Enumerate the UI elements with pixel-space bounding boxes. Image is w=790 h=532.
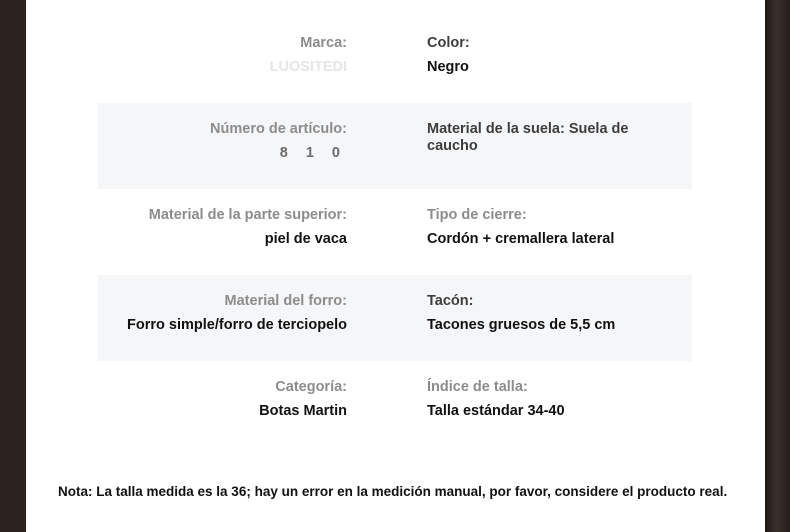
spec-value: piel de vaca: [264, 231, 347, 247]
table-row: [98, 361, 692, 447]
table-row: [98, 17, 692, 103]
spec-label: Categoría:: [275, 379, 347, 395]
spec-label: Tacón:: [427, 293, 474, 309]
spec-cell-sole-material: [395, 103, 692, 189]
spec-label: Índice de talla:: [427, 379, 528, 395]
spec-label: Número de artículo:: [210, 121, 347, 137]
specification-table: [98, 17, 692, 447]
spec-value: Cordón + cremallera lateral: [427, 231, 615, 247]
spec-value: 8 1 0: [279, 145, 347, 161]
spec-value: Forro simple/forro de terciopelo: [127, 317, 347, 333]
spec-cell-brand: [98, 17, 395, 103]
spec-label: Material del forro:: [224, 293, 347, 309]
spec-label: Tipo de cierre:: [427, 207, 527, 223]
spec-cell-color: [395, 17, 692, 103]
spec-value: Talla estándar 34-40: [427, 403, 565, 419]
spec-cell-article-number: [98, 103, 395, 189]
spec-value: LUOSITEDI: [269, 59, 347, 75]
spec-cell-upper-material: [98, 189, 395, 275]
right-edge-border: [765, 0, 790, 532]
spec-cell-category: [98, 361, 395, 447]
spec-value: Botas Martin: [259, 403, 347, 419]
spec-value: Negro: [427, 59, 469, 75]
spec-label: Material de la suela: Suela de caucho: [427, 121, 629, 154]
table-row: [98, 189, 692, 275]
table-row: [98, 103, 692, 189]
spec-cell-lining-material: [98, 275, 395, 361]
size-note: Nota: La talla medida es la 36; hay un error en la medición manual, por favor, considere el producto real.: [58, 484, 728, 499]
spec-label: Marca:: [300, 35, 347, 51]
spec-value: Tacones gruesos de 5,5 cm: [427, 317, 616, 333]
spec-cell-closure-type: [395, 189, 692, 275]
table-row: [98, 275, 692, 361]
spec-cell-size-index: [395, 361, 692, 447]
spec-label: Material de la parte superior:: [148, 207, 347, 223]
spec-cell-heel: [395, 275, 692, 361]
left-edge-border: [0, 0, 26, 532]
spec-label: Color:: [427, 35, 470, 51]
